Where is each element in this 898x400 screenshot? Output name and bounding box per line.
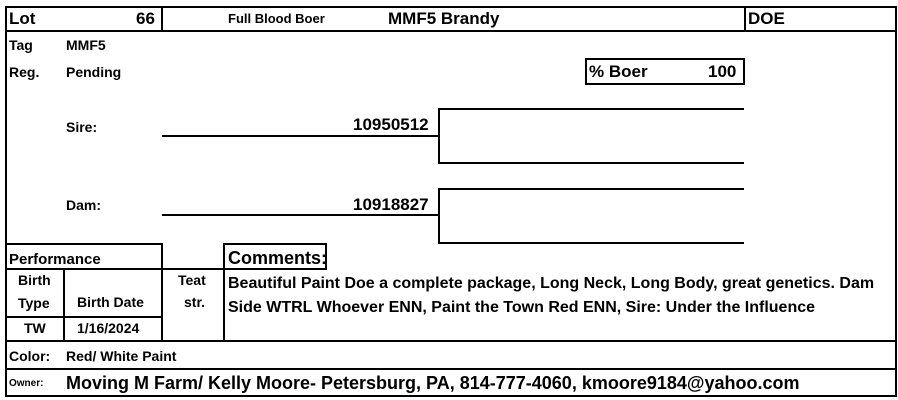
animal-name: MMF5 Brandy — [388, 9, 500, 28]
owner-top-line — [5, 368, 897, 370]
sire-dam-line — [438, 162, 744, 164]
color-label: Color: — [9, 348, 51, 364]
color-top-line — [5, 340, 897, 342]
birth-date-value: 1/16/2024 — [77, 320, 140, 336]
dam-reg: 10918827 — [353, 195, 429, 214]
performance-title: Performance — [9, 251, 101, 268]
owner-value: Moving M Farm/ Kelly Moore- Petersburg, PA, 814-777-4060, kmoore9184@yahoo.com — [66, 373, 800, 393]
owner-label: Owner: — [9, 378, 44, 389]
sex-divider — [744, 6, 746, 32]
performance-top-line — [5, 243, 162, 245]
dam-sire-line — [438, 188, 744, 190]
lot-divider — [161, 6, 163, 32]
birth-type-divider — [63, 268, 65, 342]
teat-label-1: Teat — [178, 272, 206, 288]
dam-line — [162, 214, 439, 216]
dam-dam-line — [438, 242, 744, 244]
sire-label: Sire: — [66, 119, 98, 135]
sire-bracket-v — [438, 108, 440, 164]
color-value: Red/ White Paint — [66, 348, 177, 364]
card-border — [5, 6, 897, 397]
teat-label-2: str. — [184, 294, 206, 310]
comments-line-1: Beautiful Paint Doe a complete package, Long Neck, Long Body, great genetics. Dam — [228, 275, 875, 292]
comments-line-2: Side WTRL Whoever ENN, Paint the Town Red ENN, Sire: Under the Influence — [228, 299, 816, 316]
birth-type-label-2: Type — [18, 295, 50, 311]
header-bottom-line — [5, 30, 897, 32]
sire-reg: 10950512 — [353, 115, 429, 134]
birth-date-label: Birth Date — [77, 294, 144, 310]
tag-value: MMF5 — [66, 37, 106, 53]
sire-sire-line — [438, 108, 744, 110]
birth-type-value: TW — [24, 320, 46, 336]
lot-label: Lot — [9, 9, 36, 28]
dam-bracket-v — [438, 188, 440, 244]
reg-value: Pending — [66, 64, 122, 80]
perf-value-line — [5, 316, 162, 318]
boer-label: % Boer — [589, 62, 648, 81]
dam-label: Dam: — [66, 197, 102, 213]
birth-date-divider — [161, 243, 163, 342]
breed-label: Full Blood Boer — [228, 11, 325, 26]
comments-title: Comments: — [228, 248, 328, 268]
boer-value: 100 — [708, 62, 737, 81]
tag-label: Tag — [9, 37, 33, 53]
reg-label: Reg. — [9, 64, 40, 80]
sire-line — [162, 135, 439, 137]
sex-label: DOE — [748, 9, 785, 28]
performance-header-line — [5, 268, 224, 270]
birth-type-label-1: Birth — [18, 272, 51, 288]
lot-number: 66 — [136, 9, 155, 28]
